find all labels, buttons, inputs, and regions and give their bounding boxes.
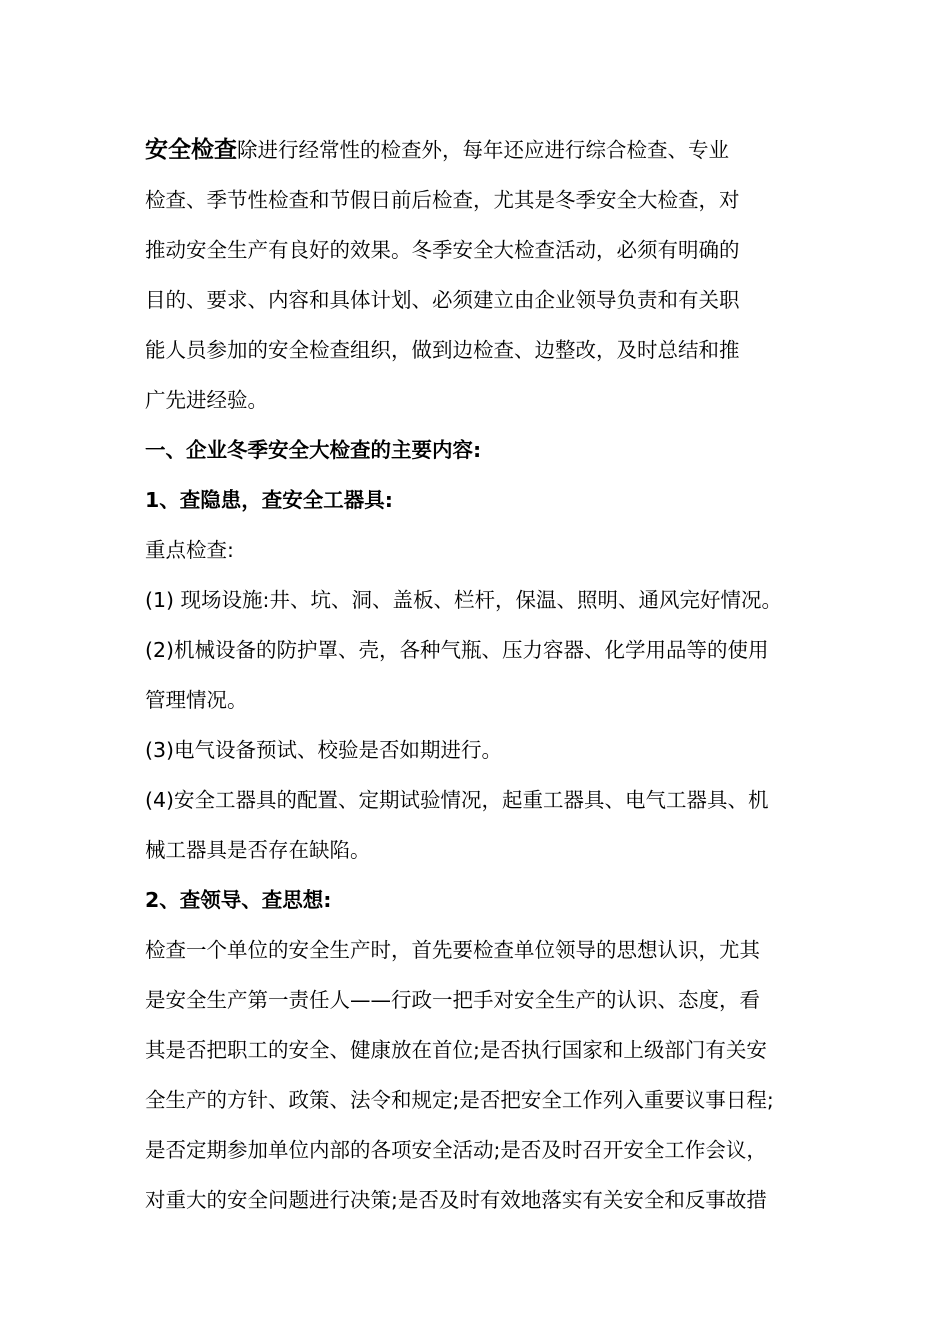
subsection-2-line: 检查一个单位的安全生产时，首先要检查单位领导的思想认识，尤其 <box>145 938 760 962</box>
subsection-1-line: (2)机械设备的防护罩、壳，各种气瓶、压力容器、化学用品等的使用 <box>145 638 769 662</box>
subsection-2-line: 是安全生产第一责任人——行政一把手对安全生产的认识、态度，看 <box>145 988 760 1012</box>
subsection-1-line: 管理情况。 <box>145 688 248 712</box>
subsection-2-line: 对重大的安全问题进行决策;是否及时有效地落实有关安全和反事故措 <box>145 1188 767 1212</box>
subsection-1-line: 重点检查: <box>145 538 234 562</box>
subsection-2-line: 全生产的方针、政策、法令和规定;是否把安全工作列入重要议事日程; <box>145 1088 774 1112</box>
intro-line-2: 检查、季节性检查和节假日前后检查，尤其是冬季安全大检查，对 <box>145 188 740 212</box>
subsection-2-line: 其是否把职工的安全、健康放在首位;是否执行国家和上级部门有关安 <box>145 1038 767 1062</box>
intro-line-5: 能人员参加的安全检查组织，做到边检查、边整改，及时总结和推 <box>145 338 740 362</box>
intro-line-1-text: 除进行经常性的检查外，每年还应进行综合检查、专业 <box>237 138 729 162</box>
subsection-2-line: 是否定期参加单位内部的各项安全活动;是否及时召开安全工作会议， <box>145 1138 767 1162</box>
subsection-1-line: 械工器具是否存在缺陷。 <box>145 838 371 862</box>
subsection-1-line: (4)安全工器具的配置、定期试验情况，起重工器具、电气工器具、机 <box>145 788 769 812</box>
subsection-1-heading: 1、查隐患，查安全工器具: <box>145 488 393 512</box>
intro-line-4: 目的、要求、内容和具体计划、必须建立由企业领导负责和有关职 <box>145 288 740 312</box>
intro-lead: 安全检查 <box>145 137 237 163</box>
subsection-2-heading: 2、查领导、查思想: <box>145 888 332 912</box>
subsection-1-line: (1) 现场设施:井、坑、洞、盖板、栏杆，保温、照明、通风完好情况。 <box>145 588 782 612</box>
document-page <box>145 125 813 1225</box>
intro-line-1 <box>145 125 813 175</box>
intro-line-3: 推动安全生产有良好的效果。冬季安全大检查活动，必须有明确的 <box>145 238 740 262</box>
subsection-1-line: (3)电气设备预试、校验是否如期进行。 <box>145 738 503 762</box>
intro-line-6: 广先进经验。 <box>145 388 268 412</box>
section-1-heading: 一、企业冬季安全大检查的主要内容: <box>145 438 482 462</box>
